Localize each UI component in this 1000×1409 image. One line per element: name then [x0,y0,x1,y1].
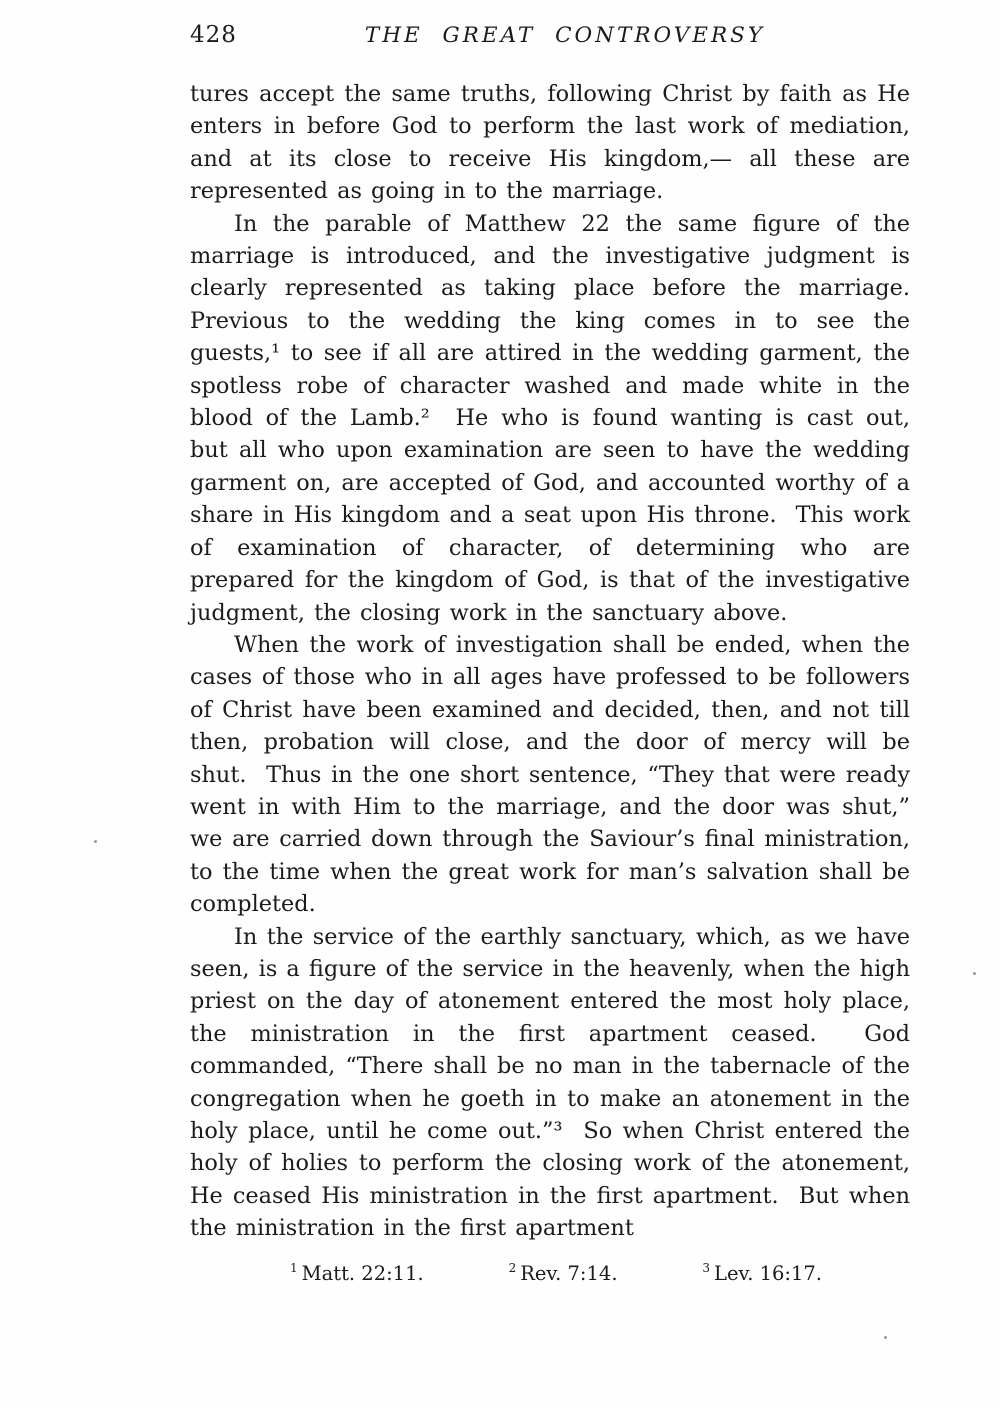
running-header [190,22,910,56]
footnotes-row [290,1262,822,1286]
footnote-marker: 2 [508,1261,517,1276]
footnote-1 [290,1262,424,1286]
running-title: THE GREAT CONTROVERSY [364,23,766,48]
footnote-marker: 3 [702,1261,711,1276]
paragraph: When the work of investigation shall be ended, when the cases of those who in all ages have professed to be followers of Christ have been examined and decided, then, and not till then, probation will close, and the door of mercy will be shut. Thus in the one short sentence, “They that were ready went in with Him to the marriage, and the door was shut,” we are carried down through the Saviour’s final ministration, to the time when the great work for man’s salvation shall be completed. [190,631,920,918]
scan-speck [884,1336,887,1339]
body-text [190,78,929,1245]
paragraph: In the parable of Matthew 22 the same figure of the marriage is introduced, and the investigative judgment is clearly represented as taking place before the marriage. Previous to the wedding the king comes in to see the guests,¹ to see if all are attired in the wedding garment, the spotless robe of character washed and made white in the blood of the Lamb.² He who is found wanting is cast out, but all who upon examination are seen to have the wedding garment on, are accepted of God, and accounted worthy of a share in His kingdom and a seat upon His throne. This work of examination of character, of determining who are prepared for the kingdom of God, is that of the investigative judgment, the closing work in the sanctuary above. [190,210,929,626]
footnote-text: Rev. 7:14. [520,1261,618,1285]
footnote-text: Matt. 22:11. [301,1261,424,1285]
footnote-3 [702,1262,822,1286]
page-number: 428 [190,22,237,48]
paragraph-continuation: tures accept the same truths, following Christ by faith as He enters in before God to perform the last work of mediation, and at its close to receive His kingdom,— all these are represented as going in to the marriage. [190,81,920,205]
footnote-2 [509,1262,618,1286]
footnote-text: Lev. 16:17. [714,1261,822,1285]
footnote-marker: 1 [290,1261,298,1276]
scan-speck [973,972,976,975]
scan-speck [94,840,97,843]
paragraph: In the service of the earthly sanctuary, which, as we have seen, is a figure of the service in the heavenly, when the high priest on the day of atonement entered the most holy place, the ministration in the first apartment ceased. God commanded, “There shall be no man in the tabernacle of the congregation when he goeth in to make an atonement in the holy place, until he come out.”³ So when Christ entered the holy of holies to perform the closing work of the atonement, He ceased His ministration in the first apartment. But when the ministration in the first apartment [190,923,920,1242]
